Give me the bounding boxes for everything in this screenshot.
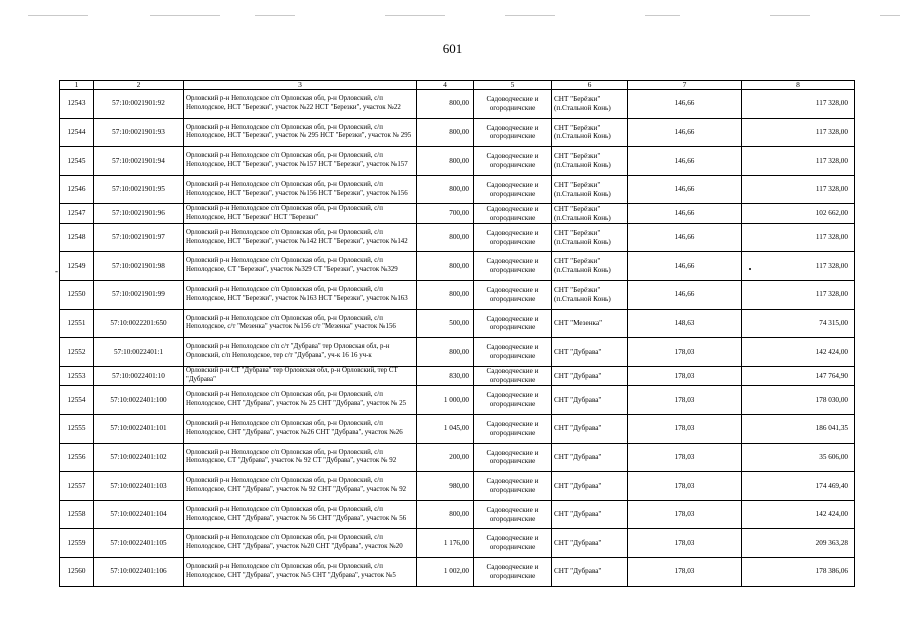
address-cell: Орловский р-н Неполодское с/п Орловская обл, р-н Орловский, с/п Неполодское, НСТ "Березки", участок №157 НСТ "Березки", участок №157 [184,147,417,176]
row-number-cell: 12543 [60,90,94,119]
area-cell: 700,00 [417,204,474,224]
cadastral-number-cell: 57:10:0021901:93 [94,118,184,147]
cadastral-value-cell: 178 030,00 [742,386,855,415]
specific-value-cell: 178,03 [628,529,742,558]
table-row [60,204,855,224]
table-row [60,414,855,443]
area-cell: 800,00 [417,338,474,367]
table-row [60,386,855,415]
area-cell: 830,00 [417,366,474,386]
settlement-name-cell: СНТ "Берёзки" (п.Стальной Конь) [552,147,628,176]
table-row [60,252,855,281]
settlement-name-cell: СНТ "Дубрава" [552,366,628,386]
page-number: 601 [442,41,463,56]
cadastral-number-cell: 57:10:0021901:94 [94,147,184,176]
settlement-name-cell: СНТ "Берёзки" (п.Стальной Конь) [552,204,628,224]
land-use-cell: Садоводческие и огородничские [474,414,552,443]
row-number-cell: 12559 [60,529,94,558]
settlement-name-cell: СНТ "Дубрава" [552,414,628,443]
column-header: 2 [94,81,184,90]
row-number-cell: 12552 [60,338,94,367]
row-number-cell: 12548 [60,223,94,252]
cadastral-value-cell: 174 469,40 [742,472,855,501]
specific-value-cell: 146,66 [628,281,742,310]
land-use-cell: Садоводческие и огородничские [474,386,552,415]
row-number-cell: 12547 [60,204,94,224]
table-row [60,529,855,558]
specific-value-cell: 178,03 [628,366,742,386]
land-use-cell: Садоводческие и огородничские [474,443,552,472]
column-number-row [60,81,855,90]
area-cell: 800,00 [417,118,474,147]
table-row [60,472,855,501]
cadastral-value-cell: 209 363,28 [742,529,855,558]
table-row [60,443,855,472]
cadastral-number-cell: 57:10:0021901:99 [94,281,184,310]
address-cell: Орловский р-н Неполодское с/п Орловская обл, р-н Орловский, с/п Неполодское, с/т "Мезенка" участок №156 с/т "Мезенка" участок №156 [184,309,417,338]
address-cell: Орловский р-н Неполодское с/п с/т "Дубрава" тер Орловская обл, р-н Орловский, с/п Неполодское, тер с/т "Дубрава", уч-к 16 16 уч-к [184,338,417,367]
scan-artifact-line [0,10,905,20]
table-row [60,366,855,386]
land-use-cell: Садоводческие и огородничские [474,90,552,119]
specific-value-cell: 178,03 [628,557,742,586]
cadastral-number-cell: 57:10:0022401:103 [94,472,184,501]
cadastral-number-cell: 57:10:0022401:104 [94,500,184,529]
settlement-name-cell: СНТ "Дубрава" [552,472,628,501]
table-row [60,281,855,310]
specific-value-cell: 178,03 [628,443,742,472]
specific-value-cell: 146,66 [628,204,742,224]
cadastral-number-cell: 57:10:0021901:97 [94,223,184,252]
settlement-name-cell: СНТ "Берёзки" (п.Стальной Конь) [552,90,628,119]
area-cell: 500,00 [417,309,474,338]
address-cell: Орловский р-н Неполодское с/п Орловская обл, р-н Орловский, с/п Неполодское, СНТ "Дубрава", участок № 92 СНТ "Дубрава", участок № 92 [184,472,417,501]
settlement-name-cell: СНТ "Мезенка" [552,309,628,338]
row-number-cell: 12553 [60,366,94,386]
cadastral-value-cell: 102 662,00 [742,204,855,224]
specific-value-cell: 178,03 [628,386,742,415]
land-use-cell: Садоводческие и огородничские [474,366,552,386]
cadastral-number-cell: 57:10:0022201:650 [94,309,184,338]
area-cell: 800,00 [417,252,474,281]
cadastral-value-cell: 117 328,00 [742,281,855,310]
area-cell: 1 176,00 [417,529,474,558]
column-header: 7 [628,81,742,90]
area-cell: 800,00 [417,175,474,204]
specific-value-cell: 146,66 [628,252,742,281]
table-row [60,338,855,367]
table-row [60,500,855,529]
land-use-cell: Садоводческие и огородничские [474,175,552,204]
area-cell: 1 002,00 [417,557,474,586]
area-cell: 800,00 [417,147,474,176]
specific-value-cell: 178,03 [628,472,742,501]
address-cell: Орловский р-н Неполодское с/п Орловская обл, р-н Орловский, с/п Неполодское, СНТ "Дубрава", участок №20 СНТ "Дубрава", участок №20 [184,529,417,558]
table-row [60,147,855,176]
settlement-name-cell: СНТ "Берёзки" (п.Стальной Конь) [552,118,628,147]
row-number-cell: 12545 [60,147,94,176]
address-cell: Орловский р-н Неполодское с/п Орловская обл, р-н Орловский, с/п Неполодское, СНТ "Дубрава", участок №5 СНТ "Дубрава", участок №5 [184,557,417,586]
table-row [60,175,855,204]
address-cell: Орловский р-н Неполодское с/п Орловская обл, р-н Орловский, с/п Неполодское, СНТ "Дубрава", участок № 56 СНТ "Дубрава", участок № 56 [184,500,417,529]
land-use-cell: Садоводческие и огородничские [474,472,552,501]
area-cell: 1 045,00 [417,414,474,443]
cadastral-number-cell: 57:10:0022401:105 [94,529,184,558]
table-body [60,90,855,587]
column-header: 5 [474,81,552,90]
column-header: 4 [417,81,474,90]
cadastral-number-cell: 57:10:0022401:10 [94,366,184,386]
specific-value-cell: 146,66 [628,90,742,119]
margin-mark: - [55,266,58,276]
row-number-cell: 12557 [60,472,94,501]
settlement-name-cell: СНТ "Дубрава" [552,500,628,529]
table-row [60,90,855,119]
address-cell: Орловский р-н Неполодское с/п Орловская обл, р-н Орловский, с/п Неполодское, НСТ "Березки", участок №156 НСТ "Березки", участок №156 [184,175,417,204]
address-cell: Орловский р-н Неполодское с/п Орловская обл, р-н Орловский, с/п Неполодское, СТ "Березки", участок №329 СТ "Березки", участок №329 [184,252,417,281]
row-number-cell: 12554 [60,386,94,415]
row-number-cell: 12551 [60,309,94,338]
specific-value-cell: 148,63 [628,309,742,338]
settlement-name-cell: СНТ "Дубрава" [552,443,628,472]
specific-value-cell: 178,03 [628,500,742,529]
address-cell: Орловский р-н Неполодское с/п Орловская обл, р-н Орловский, с/п Неполодское, НСТ "Березки", участок № 295 НСТ "Березки", участок № 295 [184,118,417,147]
address-cell: Орловский р-н Неполодское с/п Орловская обл, р-н Орловский, с/п Неполодское, СТ "Дубрава", участок № 92 СТ "Дубрава", участок № 92 [184,443,417,472]
specific-value-cell: 146,66 [628,223,742,252]
area-cell: 200,00 [417,443,474,472]
area-cell: 800,00 [417,281,474,310]
address-cell: Орловский р-н Неполодское с/п Орловская обл, р-н Орловский, с/п Неполодское, НСТ "Березки" НСТ "Березки" [184,204,417,224]
area-cell: 980,00 [417,472,474,501]
cadastral-number-cell: 57:10:0022401:106 [94,557,184,586]
area-cell: 800,00 [417,223,474,252]
address-cell: Орловский р-н Неполодское с/п Орловская обл, р-н Орловский, с/п Неполодское, НСТ "Березки", участок №22 НСТ "Березки", участок №22 [184,90,417,119]
table-row [60,309,855,338]
address-cell: Орловский р-н Неполодское с/п Орловская обл, р-н Орловский, с/п Неполодское, НСТ "Березки", участок №142 НСТ "Березки", участок №142 [184,223,417,252]
cadastral-number-cell: 57:10:0021901:96 [94,204,184,224]
area-cell: 1 000,00 [417,386,474,415]
land-use-cell: Садоводческие и огородничские [474,557,552,586]
table-row [60,223,855,252]
land-use-cell: Садоводческие и огородничские [474,252,552,281]
specific-value-cell: 146,66 [628,147,742,176]
cadastral-value-cell: 117 328,00 [742,175,855,204]
settlement-name-cell: СНТ "Берёзки" (п.Стальной Конь) [552,175,628,204]
cadastral-number-cell: 57:10:0022401:100 [94,386,184,415]
column-header: 1 [60,81,94,90]
column-header: 8 [742,81,855,90]
cadastral-value-cell: 117 328,00 [742,223,855,252]
specific-value-cell: 178,03 [628,414,742,443]
cadastral-value-cell: 74 315,00 [742,309,855,338]
cadastral-value-cell: 117 328,00 [742,90,855,119]
land-use-cell: Садоводческие и огородничские [474,147,552,176]
area-cell: 800,00 [417,90,474,119]
cadastral-value-cell: 186 041,35 [742,414,855,443]
cadastral-number-cell: 57:10:0022401:1 [94,338,184,367]
settlement-name-cell: СНТ "Дубрава" [552,557,628,586]
cadastral-number-cell: 57:10:0021901:98 [94,252,184,281]
land-use-cell: Садоводческие и огородничские [474,223,552,252]
cadastral-value-table [59,80,855,587]
cadastral-value-cell: 35 606,00 [742,443,855,472]
row-number-cell: 12556 [60,443,94,472]
settlement-name-cell: СНТ "Берёзки" (п.Стальной Конь) [552,252,628,281]
settlement-name-cell: СНТ "Дубрава" [552,386,628,415]
row-number-cell: 12549 [60,252,94,281]
row-number-cell: 12550 [60,281,94,310]
address-cell: Орловский р-н СТ "Дубрава" тер Орловская обл, р-н Орловский, тер СТ "Дубрава" [184,366,417,386]
cadastral-value-cell: 178 386,06 [742,557,855,586]
land-use-cell: Садоводческие и огородничские [474,204,552,224]
land-use-cell: Садоводческие и огородничские [474,338,552,367]
settlement-name-cell: СНТ "Берёзки" (п.Стальной Конь) [552,223,628,252]
row-number-cell: 12560 [60,557,94,586]
address-cell: Орловский р-н Неполодское с/п Орловская обл, р-н Орловский, с/п Неполодское, СНТ "Дубрава", участок № 25 СНТ "Дубрава", участок № 25 [184,386,417,415]
table-row [60,118,855,147]
settlement-name-cell: СНТ "Дубрава" [552,338,628,367]
area-cell: 800,00 [417,500,474,529]
cadastral-value-cell: 117 328,00 [742,252,855,281]
cadastral-value-cell: 142 424,00 [742,500,855,529]
specific-value-cell: 146,66 [628,175,742,204]
settlement-name-cell: СНТ "Дубрава" [552,529,628,558]
cadastral-number-cell: 57:10:0022401:101 [94,414,184,443]
cadastral-value-cell: 117 328,00 [742,118,855,147]
address-cell: Орловский р-н Неполодское с/п Орловская обл, р-н Орловский, с/п Неполодское, СНТ "Дубрава", участок №26 СНТ "Дубрава", участок №26 [184,414,417,443]
row-number-cell: 12544 [60,118,94,147]
land-use-cell: Садоводческие и огородничские [474,529,552,558]
cadastral-number-cell: 57:10:0021901:95 [94,175,184,204]
land-use-cell: Садоводческие и огородничские [474,281,552,310]
specific-value-cell: 146,66 [628,118,742,147]
cadastral-number-cell: 57:10:0021901:92 [94,90,184,119]
cadastral-value-cell: 117 328,00 [742,147,855,176]
land-use-cell: Садоводческие и огородничские [474,309,552,338]
column-header: 6 [552,81,628,90]
address-cell: Орловский р-н Неполодское с/п Орловская обл, р-н Орловский, с/п Неполодское, НСТ "Березки", участок №163 НСТ "Березки", участок №163 [184,281,417,310]
table-row [60,557,855,586]
cadastral-value-cell: 142 424,00 [742,338,855,367]
land-use-cell: Садоводческие и огородничские [474,118,552,147]
row-number-cell: 12555 [60,414,94,443]
land-use-cell: Садоводческие и огородничские [474,500,552,529]
row-number-cell: 12546 [60,175,94,204]
specific-value-cell: 178,03 [628,338,742,367]
row-number-cell: 12558 [60,500,94,529]
cadastral-value-cell: 147 764,90 [742,366,855,386]
settlement-name-cell: СНТ "Берёзки" (п.Стальной Конь) [552,281,628,310]
cadastral-number-cell: 57:10:0022401:102 [94,443,184,472]
column-header: 3 [184,81,417,90]
